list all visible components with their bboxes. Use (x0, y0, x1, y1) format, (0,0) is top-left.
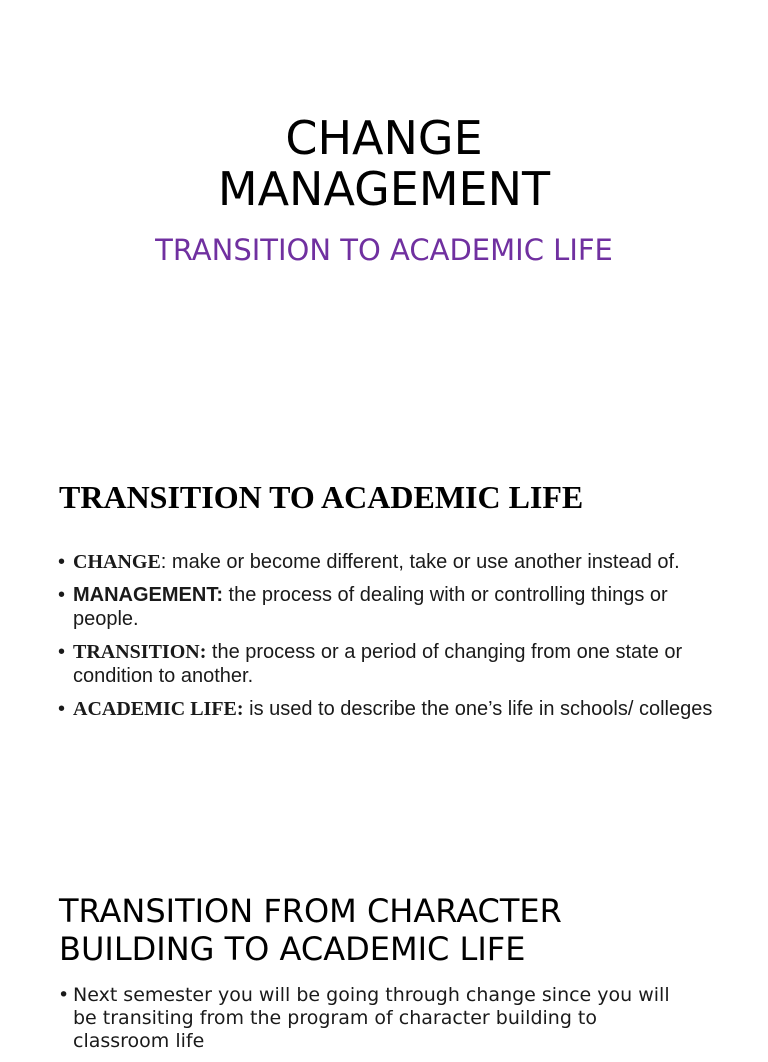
definition-text: is used to describe the one’s life in schools/ colleges (243, 698, 713, 720)
bullet-icon: • (58, 698, 66, 720)
definitions-list (58, 550, 718, 730)
definition-text: the process or a period of changing from one state or condition to another. (73, 641, 683, 687)
title-slide-subtitle: TRANSITION TO ACADEMIC LIFE (155, 233, 613, 267)
definition-term: CHANGE (73, 551, 161, 573)
transition-text: Next semester you will be going through change since you will be transiting from the program of character building to classroom life (73, 984, 670, 1052)
bullet-icon: • (58, 584, 66, 606)
definition-term: TRANSITION: (73, 641, 207, 663)
definition-text: the process of dealing with or controlling things or people. (73, 584, 668, 630)
transition-list (58, 984, 698, 1062)
definition-term: ACADEMIC LIFE: (73, 698, 244, 720)
transition-heading-line-2: BUILDING TO ACADEMIC LIFE (59, 930, 526, 968)
bullet-icon: • (58, 984, 70, 1006)
definition-item-academic-life (58, 697, 718, 721)
title-line-1: CHANGE (285, 111, 483, 165)
definition-item-change (58, 550, 718, 574)
definition-term: MANAGEMENT: (73, 584, 223, 606)
transition-heading-line-1: TRANSITION FROM CHARACTER (59, 892, 562, 930)
transition-item (58, 984, 698, 1053)
definition-item-management (58, 583, 718, 631)
transition-slide-heading (59, 892, 749, 968)
definition-separator: : (160, 551, 167, 573)
definition-item-transition (58, 640, 718, 688)
title-line-2: MANAGEMENT (217, 162, 551, 216)
definitions-slide-heading: TRANSITION TO ACADEMIC LIFE (59, 479, 584, 515)
bullet-icon: • (58, 641, 66, 663)
bullet-icon: • (58, 551, 66, 573)
title-slide-heading (0, 113, 768, 215)
definition-text: make or become different, take or use another instead of. (166, 551, 680, 573)
